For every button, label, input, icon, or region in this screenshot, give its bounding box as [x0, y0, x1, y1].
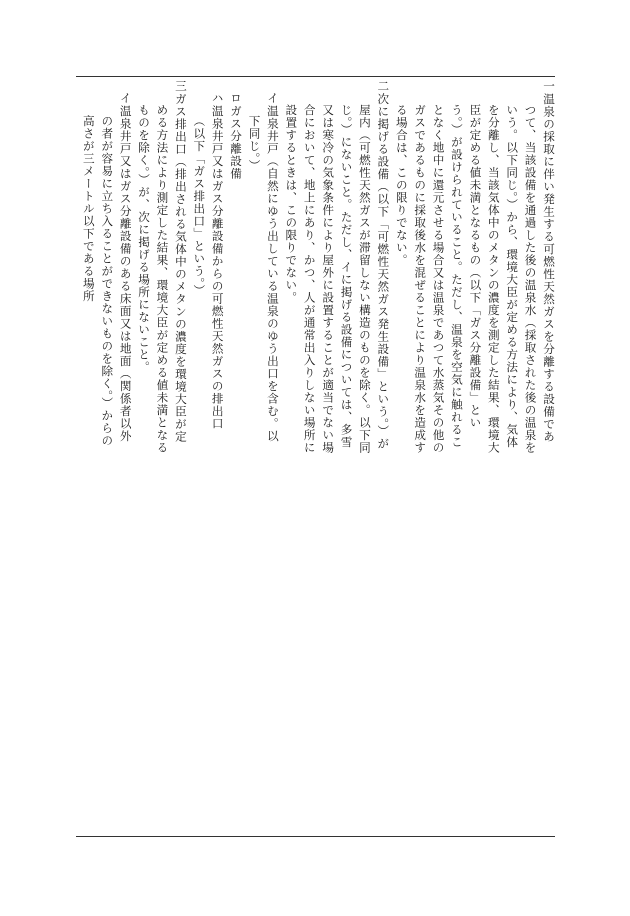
document-body	[70, 80, 558, 454]
article-item-2	[282, 80, 392, 454]
sub-item-2-ha	[190, 92, 227, 454]
item-text: 次に掲げる設備（以下「可燃性天然ガス発生設備」という。）が屋内（可燃性天然ガスが滞留しない構造のものを除く。以下同じ。）にないこと。ただし、イに掲げる設備については、多雪又は寒冷の気象条件により屋外に設置することが適当でない場合において、地上にあり、かつ、人が通常出入りしない場所に設置するときは、この限りでない。	[284, 92, 391, 454]
sub-item-mark: イ	[265, 92, 280, 105]
article-item-3	[135, 80, 190, 454]
sub-item-2-ro	[227, 92, 245, 454]
sub-item-text: 温泉井戸又はガス分離設備からの可燃性天然ガスの排出口（以下「ガス排出口」という。）	[192, 104, 225, 430]
bottom-rule	[76, 836, 555, 837]
sub-item-text: 温泉井戸（自然にゆう出している温泉のゆう出口を含む。以下同じ。）	[247, 104, 280, 442]
sub-item-mark: イ	[118, 92, 133, 105]
sub-item-text: ガス分離設備	[229, 104, 244, 180]
item-text: 温泉の採取に伴い発生する可燃性天然ガスを分離する設備であつて、当該設備を通過した後の温泉水（採取された後の温泉をいう。以下同じ。）から、環境大臣が定める方法により、気体を分離し、当該気体中のメタンの濃度を測定した結果、環境大臣が定める値未満となるもの（以下「ガス分離設備」という。）が設けられていること。ただし、温泉を空気に触れることなく地中に還元させる場合又は温泉であつて水蒸気その他のガスであるものに採取後水を混ぜることにより温泉水を造成する場合は、この限りでない。	[394, 92, 556, 454]
sub-item-mark: ロ	[229, 92, 244, 105]
item-number: 一	[542, 80, 556, 93]
item-number: 三	[173, 80, 188, 93]
top-rule	[76, 76, 555, 77]
item-text: ガス排出口（排出される気体中のメタンの濃度を環境大臣が定める方法により測定した結果、環境大臣が定める値未満となるものを除く。）が、次に掲げる場所にないこと。	[137, 92, 188, 454]
sub-item-2-i	[245, 92, 282, 454]
sub-item-mark: ハ	[210, 92, 225, 105]
sub-item-3-i	[79, 92, 134, 454]
sub-item-text: 温泉井戸又はガス分離設備のある床面又は地面（関係者以外の者が容易に立ち入ることができないものを除く。）からの高さが三メートル以下である場所	[81, 104, 133, 447]
article-item-1	[392, 80, 558, 454]
item-number: 二	[376, 80, 391, 93]
